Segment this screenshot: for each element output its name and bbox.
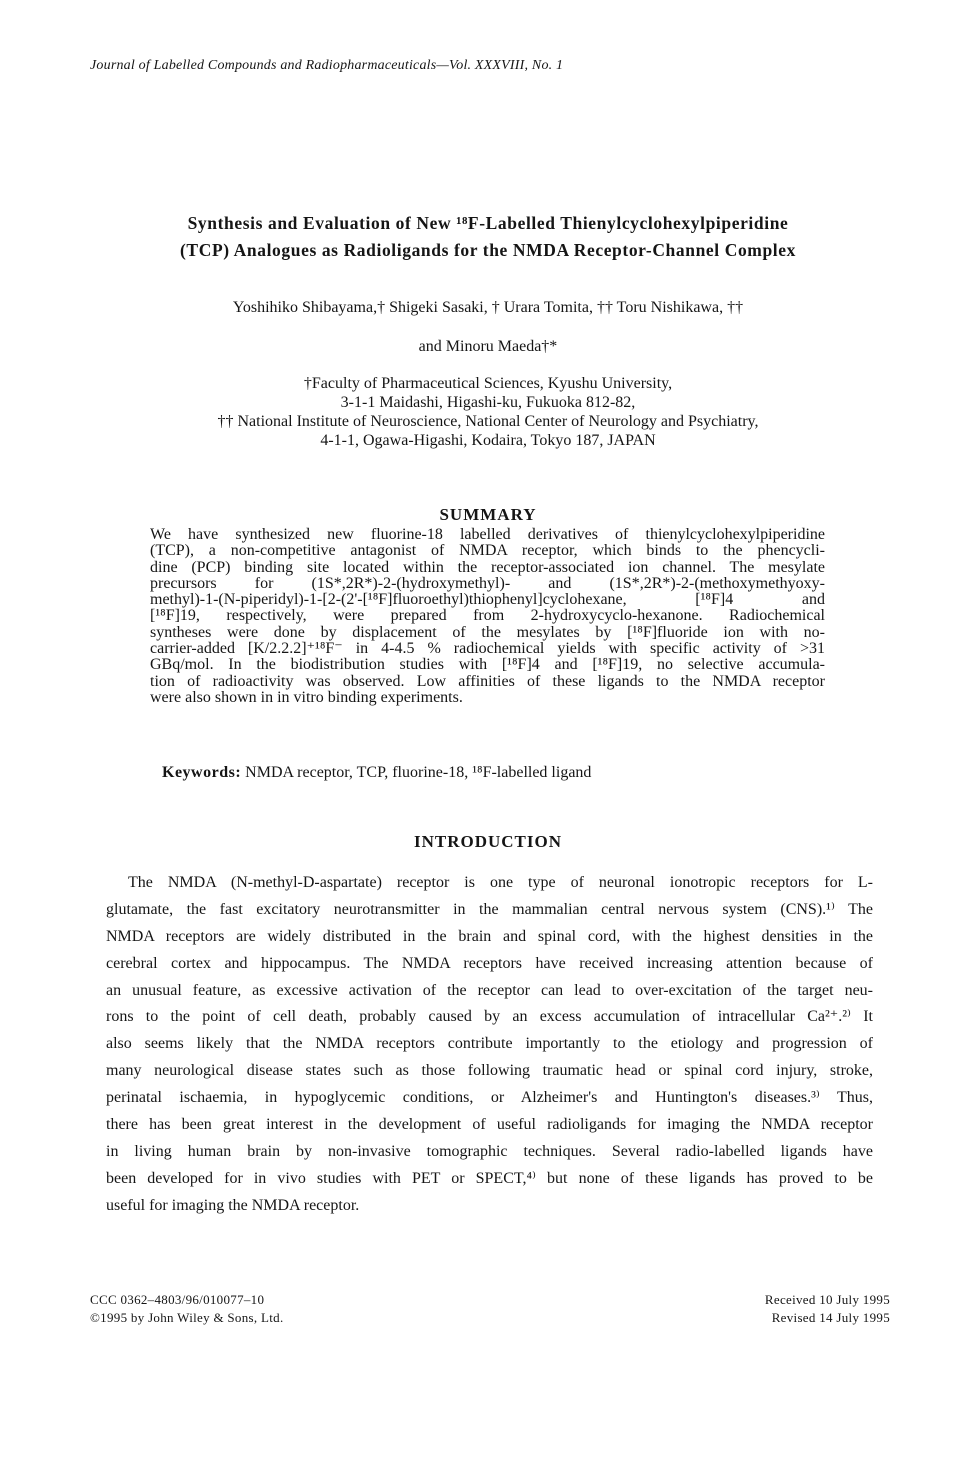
summary-line: tion of radioactivity was observed. Low affinities of these ligands to the NMDA receptor <box>150 672 825 690</box>
received-date: Received 10 July 1995 <box>764 1292 890 1307</box>
introduction-heading: INTRODUCTION <box>413 832 563 851</box>
summary-line: were also shown in in vitro binding experiments. <box>150 688 463 706</box>
journal-header: Journal of Labelled Compounds and Radiopharmaceuticals—Vol. XXXVIII, No. 1 <box>90 58 564 73</box>
intro-line: there has been great interest in the development of useful radioligands for imaging the NMDA receptor <box>106 1116 873 1134</box>
paper-title <box>60 210 916 264</box>
summary-line: syntheses were done by displacement of the mesylates by [¹⁸F]fluoride ion with no- <box>150 623 825 641</box>
keywords-text: NMDA receptor, TCP, fluorine-18, ¹⁸F-labelled ligand <box>245 764 592 781</box>
revised-date: Revised 14 July 1995 <box>771 1310 890 1325</box>
title-line: Synthesis and Evaluation of New ¹⁸F-Labelled Thienylcyclohexylpiperidine <box>187 213 789 233</box>
affiliation-line: †Faculty of Pharmaceutical Sciences, Kyushu University, <box>303 375 673 392</box>
summary-line: methyl)-1-(N-piperidyl)-1-[2-(2'-[¹⁸F]fluoroethyl)thiophenyl]cyclohexane, [¹⁸F]4 and <box>150 591 825 609</box>
affiliation-line: †† National Institute of Neuroscience, National Center of Neurology and Psychiatry, <box>217 413 759 430</box>
intro-line: perinatal ischaemia, in hypoglycemic conditions, or Alzheimer's and Huntington's diseases.³⁾ Thus, <box>106 1089 873 1107</box>
intro-line: many neurological disease states such as those following traumatic head or spinal cord injury, stroke, <box>106 1062 873 1080</box>
intro-line: been developed for in vivo studies with PET or SPECT,⁴⁾ but none of these ligands has proved to be <box>106 1169 873 1187</box>
footer-publication-info <box>90 1291 284 1327</box>
affiliation-line: 4-1-1, Ogawa-Higashi, Kodaira, Tokyo 187, JAPAN <box>320 432 656 449</box>
footer-dates <box>765 1291 890 1327</box>
intro-line: rons to the point of cell death, probably caused by an excess accumulation of intracellular Ca²⁺.²⁾ It <box>106 1008 873 1026</box>
intro-line: cerebral cortex and hippocampus. The NMDA receptors have received increasing attention because of <box>106 954 873 972</box>
intro-line: NMDA receptors are widely distributed in the brain and spinal cord, with the highest densities in the <box>106 927 873 945</box>
summary-line: We have synthesized new fluorine-18 labelled derivatives of thienylcyclohexylpiperidine <box>150 526 825 543</box>
summary-body <box>150 527 825 706</box>
affiliation-line: 3-1-1 Maidashi, Higashi-ku, Fukuoka 812-82, <box>340 394 636 411</box>
summary-line: [¹⁸F]19, respectively, were prepared from 2-hydroxycyclo-hexanone. Radiochemical <box>150 607 825 625</box>
summary-line: carrier-added [K/2.2.2]⁺¹⁸F⁻ in 4-4.5 % radiochemical yields with specific activity of >31 <box>150 640 825 658</box>
keywords-label: Keywords: <box>162 764 242 781</box>
intro-line: useful for imaging the NMDA receptor. <box>106 1196 360 1214</box>
title-line: (TCP) Analogues as Radioligands for the NMDA Receptor-Channel Complex <box>180 240 796 260</box>
summary-line: (TCP), a non-competitive antagonist of NMDA receptor, which binds to the phencycli- <box>150 542 825 560</box>
summary-line: GBq/mol. In the biodistribution studies with [¹⁸F]4 and [¹⁸F]19, no selective accumula- <box>150 656 825 674</box>
intro-line: also seems likely that the NMDA receptors contribute importantly to the etiology and progression of <box>106 1035 873 1053</box>
summary-line: dine (PCP) binding site located within the receptor-associated ion channel. The mesylate <box>150 558 825 576</box>
affiliations <box>60 374 916 450</box>
ccc-code: CCC 0362–4803/96/010077–10 <box>90 1292 265 1307</box>
intro-line: in living human brain by non-invasive tomographic techniques. Several radio-labelled ligands have <box>106 1142 873 1160</box>
keywords <box>162 764 591 782</box>
author-list-continued: and Minoru Maeda†* <box>418 338 558 355</box>
copyright-notice: ©1995 by John Wiley & Sons, Ltd. <box>90 1310 284 1325</box>
summary-heading: SUMMARY <box>439 505 537 524</box>
summary-line: precursors for (1S*,2R*)-2-(hydroxymethyl)- and (1S*,2R*)-2-(methoxymethyoxy- <box>150 574 825 592</box>
intro-line: an unusual feature, as excessive activation of the receptor can lead to over-excitation of the target neu- <box>106 981 873 999</box>
introduction-body <box>106 870 873 1220</box>
author-list: Yoshihiko Shibayama,† Shigeki Sasaki, † Urara Tomita, †† Toru Nishikawa, †† <box>232 299 744 316</box>
intro-line: glutamate, the fast excitatory neurotransmitter in the mammalian central nervous system (CNS).¹⁾ The <box>106 900 873 918</box>
intro-line: The NMDA (N-methyl-D-aspartate) receptor is one type of neuronal ionotropic receptors for L- <box>128 874 873 891</box>
